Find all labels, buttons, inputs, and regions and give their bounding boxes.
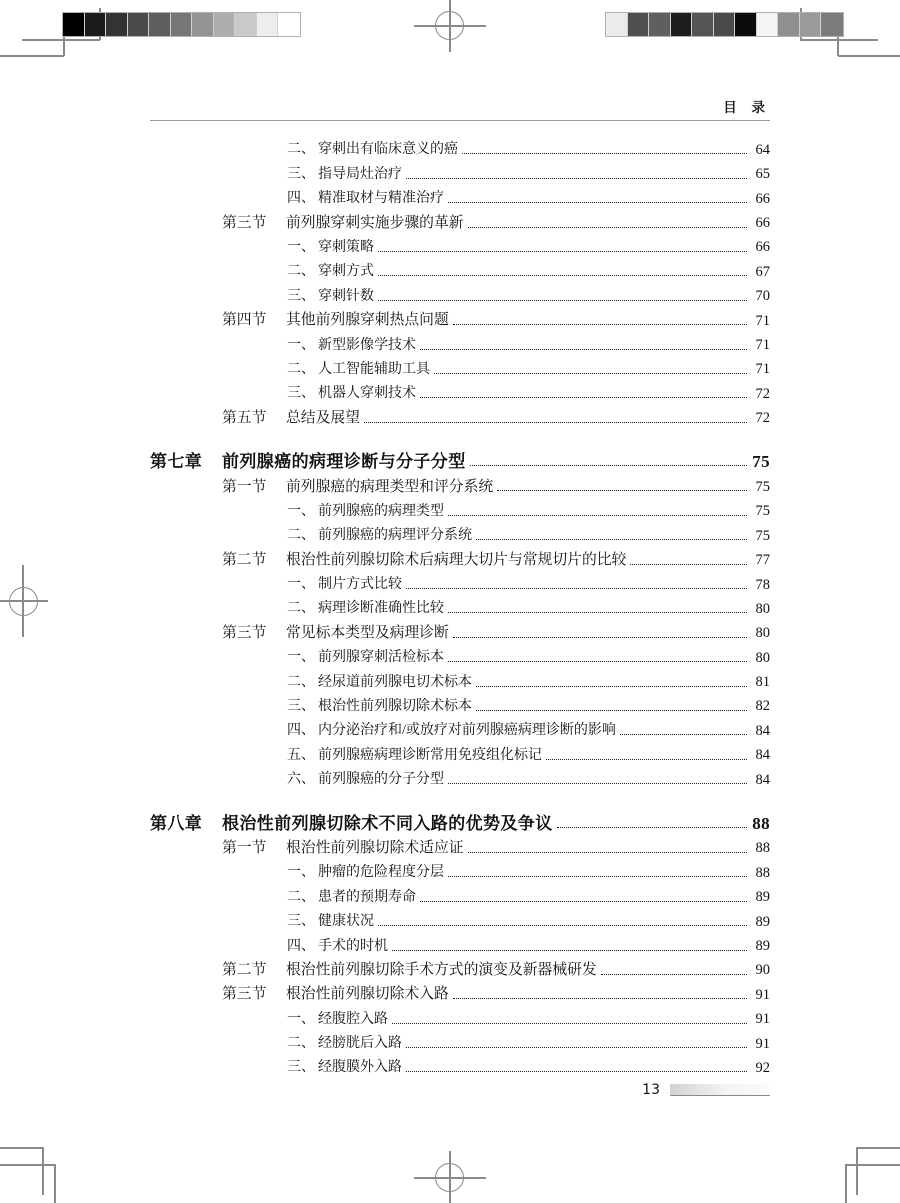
toc-entry-number: 三、 xyxy=(287,914,315,930)
toc-row-item[interactable] xyxy=(150,645,770,669)
toc-row-item[interactable] xyxy=(150,596,770,620)
toc-leader-dots xyxy=(364,422,747,423)
toc-entry-number: 一、 xyxy=(287,1011,315,1027)
toc-entry-label xyxy=(287,866,444,884)
toc-row-section[interactable] xyxy=(150,547,770,571)
wedge-patch-0 xyxy=(606,13,628,36)
toc-row-item[interactable] xyxy=(150,669,770,693)
toc-leader-dots xyxy=(453,998,747,999)
toc-entry-page-number: 75 xyxy=(755,503,770,520)
toc-entry-number: 第八章 xyxy=(150,813,203,833)
toc-entry-page-number: 75 xyxy=(755,478,770,495)
toc-leader-dots xyxy=(546,759,747,760)
header-rule xyxy=(150,120,770,121)
crop-mark-bottom-right-vertical xyxy=(856,1147,858,1195)
wedge-patch-4 xyxy=(692,13,714,36)
toc-entry-title: 经腹腔入路 xyxy=(318,1011,388,1027)
toc-entry-title: 肿瘤的危险程度分层 xyxy=(318,865,444,881)
toc-entry-title: 根治性前列腺切除术入路 xyxy=(286,986,449,1003)
toc-row-item[interactable] xyxy=(150,186,770,210)
toc-leader-dots xyxy=(453,637,747,638)
toc-entry-label xyxy=(287,915,374,933)
toc-leader-dots xyxy=(392,1023,747,1024)
wedge-patch-8 xyxy=(235,13,257,36)
toc-row-item[interactable] xyxy=(150,283,770,307)
toc-entry-number: 四、 xyxy=(287,723,315,739)
toc-entry-number: 二、 xyxy=(287,601,315,617)
toc-entry-title: 前列腺癌病理诊断常用免疫组化标记 xyxy=(318,747,542,763)
toc-entry-page-number: 88 xyxy=(755,864,770,881)
wedge-patch-6 xyxy=(192,13,214,36)
toc-row-section[interactable] xyxy=(150,405,770,429)
toc-entry-number: 第四节 xyxy=(222,312,267,329)
registration-mark-bottom-center xyxy=(414,1151,486,1203)
page-footer xyxy=(150,1082,770,1098)
registration-mark-top-center xyxy=(414,0,486,52)
toc-leader-dots xyxy=(448,661,747,662)
toc-entry-page-number: 82 xyxy=(755,698,770,715)
toc-entry-label xyxy=(287,1013,388,1031)
toc-entry-number: 一、 xyxy=(287,577,315,593)
toc-entry-title: 手术的时机 xyxy=(318,938,388,954)
toc-leader-dots xyxy=(420,901,747,902)
toc-entry-title: 前列腺癌的病理诊断与分子分型 xyxy=(222,452,466,472)
table-of-contents xyxy=(150,137,770,1079)
toc-entry-title: 病理诊断准确性比较 xyxy=(318,601,444,617)
wedge-patch-9 xyxy=(800,13,822,36)
toc-entry-page-number: 80 xyxy=(755,649,770,666)
toc-entry-title: 前列腺癌的病理类型 xyxy=(318,503,444,519)
registration-mark-left-center xyxy=(0,565,48,637)
crop-mark-bottom-right-inner-vertical xyxy=(845,1164,847,1203)
toc-leader-dots xyxy=(476,539,747,540)
toc-row-item[interactable] xyxy=(150,884,770,908)
toc-entry-title: 前列腺癌的分子分型 xyxy=(318,772,444,788)
toc-entry-page-number: 71 xyxy=(755,337,770,354)
crop-mark-top-right-horizontal xyxy=(838,55,900,57)
toc-entry-number: 四、 xyxy=(287,938,315,954)
toc-entry-label xyxy=(287,940,388,958)
toc-entry-title: 穿刺策略 xyxy=(318,239,374,255)
wedge-patch-8 xyxy=(778,13,800,36)
toc-entry-title: 前列腺穿刺实施步骤的革新 xyxy=(286,214,464,231)
toc-entry-number: 一、 xyxy=(287,503,315,519)
toc-leader-dots xyxy=(448,783,747,784)
crop-mark-bottom-left-inner-vertical xyxy=(54,1164,56,1203)
toc-entry-label xyxy=(222,553,626,572)
toc-entry-title: 经膀胱后入路 xyxy=(318,1036,402,1052)
toc-entry-title: 穿刺针数 xyxy=(318,288,374,304)
toc-row-item[interactable] xyxy=(150,1031,770,1055)
crop-mark-bottom-left-inner-horizontal xyxy=(0,1164,55,1166)
wedge-patch-10 xyxy=(278,13,300,36)
wedge-patch-0 xyxy=(63,13,85,36)
toc-entry-page-number: 65 xyxy=(755,166,770,183)
toc-leader-dots xyxy=(406,1047,747,1048)
toc-entry-label xyxy=(222,626,449,645)
toc-entry-number: 三、 xyxy=(287,698,315,714)
toc-entry-title: 机器人穿刺技术 xyxy=(318,386,416,402)
toc-entry-label xyxy=(222,963,597,982)
toc-entry-number: 第七章 xyxy=(150,452,203,472)
toc-row-item[interactable] xyxy=(150,718,770,742)
toc-entry-label xyxy=(150,815,553,836)
toc-entry-number: 第五节 xyxy=(222,409,267,426)
toc-entry-number: 二、 xyxy=(287,264,315,280)
toc-leader-dots xyxy=(476,710,747,711)
toc-entry-number: 二、 xyxy=(287,142,315,158)
toc-entry-page-number: 91 xyxy=(755,1011,770,1028)
toc-entry-number: 五、 xyxy=(287,747,315,763)
toc-entry-page-number: 66 xyxy=(755,215,770,232)
crop-mark-bottom-right-inner-horizontal xyxy=(845,1164,900,1166)
toc-entry-label xyxy=(287,578,402,596)
toc-entry-number: 一、 xyxy=(287,865,315,881)
toc-row-item[interactable] xyxy=(150,357,770,381)
crop-mark-top-right-inner-horizontal xyxy=(800,39,878,41)
toc-leader-dots xyxy=(462,153,747,154)
toc-entry-page-number: 81 xyxy=(755,674,770,691)
toc-entry-page-number: 78 xyxy=(755,576,770,593)
toc-entry-label xyxy=(222,411,360,430)
toc-leader-dots xyxy=(497,490,747,491)
toc-row-section[interactable] xyxy=(150,308,770,332)
toc-entry-title: 前列腺癌的病理类型和评分系统 xyxy=(286,478,494,495)
crop-mark-bottom-left-horizontal xyxy=(0,1147,43,1149)
page-content xyxy=(150,96,770,1079)
toc-leader-dots xyxy=(392,950,747,951)
wedge-patch-7 xyxy=(757,13,779,36)
wedge-patch-3 xyxy=(671,13,693,36)
toc-leader-dots xyxy=(420,349,747,350)
toc-entry-number: 四、 xyxy=(287,191,315,207)
toc-leader-dots xyxy=(378,925,747,926)
toc-row-item[interactable] xyxy=(150,498,770,522)
toc-row-section[interactable] xyxy=(150,958,770,982)
toc-leader-dots xyxy=(630,564,747,565)
toc-entry-page-number: 84 xyxy=(755,771,770,788)
toc-entry-label xyxy=(287,749,542,767)
toc-entry-label xyxy=(287,891,416,909)
toc-row-item[interactable] xyxy=(150,381,770,405)
toc-entry-title: 根治性前列腺切除手术方式的演变及新器械研发 xyxy=(286,962,597,979)
toc-leader-dots xyxy=(406,178,747,179)
toc-entry-label xyxy=(287,676,472,694)
toc-leader-dots xyxy=(557,827,747,828)
toc-leader-dots xyxy=(620,734,747,735)
toc-entry-title: 根治性前列腺切除术后病理大切片与常规切片的比较 xyxy=(286,551,627,568)
toc-entry-page-number: 72 xyxy=(755,385,770,402)
toc-row-item[interactable] xyxy=(150,523,770,547)
wedge-patch-6 xyxy=(735,13,757,36)
toc-row-section[interactable] xyxy=(150,836,770,860)
toc-entry-page-number: 91 xyxy=(755,986,770,1003)
toc-row-item[interactable] xyxy=(150,161,770,185)
toc-leader-dots xyxy=(406,1071,747,1072)
toc-entry-label xyxy=(287,168,402,186)
toc-entry-label xyxy=(222,987,449,1006)
toc-entry-number: 六、 xyxy=(287,772,315,788)
toc-entry-number: 第二节 xyxy=(222,962,267,979)
wedge-patch-2 xyxy=(106,13,128,36)
toc-entry-title: 制片方式比较 xyxy=(318,577,402,593)
toc-entry-title: 前列腺癌的病理评分系统 xyxy=(318,528,472,544)
toc-row-item[interactable] xyxy=(150,742,770,766)
toc-entry-label xyxy=(287,265,374,283)
toc-entry-label xyxy=(287,529,472,547)
toc-leader-dots xyxy=(476,686,747,687)
toc-leader-dots xyxy=(406,588,747,589)
toc-entry-label xyxy=(287,700,472,718)
toc-entry-label xyxy=(287,143,458,161)
crop-mark-bottom-left-vertical xyxy=(42,1147,44,1195)
toc-entry-title: 根治性前列腺切除术不同入路的优势及争议 xyxy=(222,813,553,833)
toc-entry-label xyxy=(287,192,444,210)
toc-leader-dots xyxy=(420,397,747,398)
toc-entry-title: 内分泌治疗和/或放疗对前列腺癌病理诊断的影响 xyxy=(318,723,616,739)
toc-row-item[interactable] xyxy=(150,259,770,283)
toc-leader-dots xyxy=(448,612,747,613)
wedge-patch-5 xyxy=(714,13,736,36)
toc-row-item[interactable] xyxy=(150,1055,770,1079)
wedge-patch-2 xyxy=(649,13,671,36)
wedge-patch-5 xyxy=(171,13,193,36)
grayscale-scramble-wedge-right xyxy=(605,12,844,37)
toc-entry-title: 患者的预期寿命 xyxy=(318,889,416,905)
running-head: 目 录 xyxy=(723,100,770,116)
toc-entry-page-number: 80 xyxy=(755,625,770,642)
toc-entry-number: 第三节 xyxy=(222,625,267,642)
toc-entry-page-number: 91 xyxy=(755,1035,770,1052)
toc-entry-label xyxy=(287,505,444,523)
toc-leader-dots xyxy=(378,251,747,252)
toc-entry-page-number: 80 xyxy=(755,600,770,617)
wedge-patch-3 xyxy=(128,13,150,36)
toc-row-item[interactable] xyxy=(150,1006,770,1030)
toc-leader-dots xyxy=(378,300,747,301)
footer-gradient-bar xyxy=(670,1084,770,1096)
toc-row-item[interactable] xyxy=(150,933,770,957)
toc-entry-label xyxy=(150,453,466,474)
toc-entry-number: 一、 xyxy=(287,337,315,353)
toc-leader-dots xyxy=(378,275,747,276)
toc-entry-title: 总结及展望 xyxy=(286,409,360,426)
toc-leader-dots xyxy=(448,202,747,203)
toc-entry-number: 二、 xyxy=(287,674,315,690)
toc-leader-dots xyxy=(601,974,747,975)
page-number: 13 xyxy=(642,1082,660,1098)
toc-entry-number: 二、 xyxy=(287,361,315,377)
toc-entry-title: 常见标本类型及病理诊断 xyxy=(286,625,449,642)
toc-entry-label xyxy=(287,773,444,791)
toc-entry-label xyxy=(287,1037,402,1055)
toc-entry-title: 其他前列腺穿刺热点问题 xyxy=(286,312,449,329)
toc-row-item[interactable] xyxy=(150,694,770,718)
toc-entry-page-number: 71 xyxy=(755,312,770,329)
toc-entry-page-number: 72 xyxy=(755,410,770,427)
toc-entry-page-number: 84 xyxy=(755,747,770,764)
toc-entry-number: 第二节 xyxy=(222,551,267,568)
toc-row-item[interactable] xyxy=(150,332,770,356)
toc-entry-page-number: 89 xyxy=(755,913,770,930)
toc-entry-page-number: 84 xyxy=(755,722,770,739)
toc-entry-page-number: 90 xyxy=(755,962,770,979)
toc-entry-label xyxy=(287,339,416,357)
toc-entry-label xyxy=(287,363,430,381)
toc-entry-number: 二、 xyxy=(287,889,315,905)
toc-entry-label xyxy=(287,651,444,669)
toc-leader-dots xyxy=(468,852,747,853)
crop-mark-top-left-horizontal xyxy=(22,39,100,41)
toc-entry-title: 根治性前列腺切除术适应证 xyxy=(286,840,464,857)
toc-entry-page-number: 75 xyxy=(755,527,770,544)
toc-entry-page-number: 88 xyxy=(755,840,770,857)
toc-row-section[interactable] xyxy=(150,620,770,644)
toc-entry-label xyxy=(222,216,464,235)
toc-entry-number: 三、 xyxy=(287,166,315,182)
toc-entry-number: 三、 xyxy=(287,288,315,304)
toc-entry-label xyxy=(287,602,444,620)
wedge-patch-7 xyxy=(214,13,236,36)
toc-entry-label xyxy=(287,241,374,259)
toc-leader-dots xyxy=(448,876,747,877)
toc-leader-dots xyxy=(468,227,747,228)
toc-entry-title: 精准取材与精准治疗 xyxy=(318,191,444,207)
toc-entry-number: 第三节 xyxy=(222,214,267,231)
toc-entry-title: 健康状况 xyxy=(318,914,374,930)
grayscale-step-wedge-left xyxy=(62,12,301,37)
toc-row-chapter[interactable] xyxy=(150,450,770,474)
toc-entry-number: 三、 xyxy=(287,386,315,402)
toc-row-item[interactable] xyxy=(150,137,770,161)
wedge-patch-1 xyxy=(628,13,650,36)
toc-entry-title: 前列腺穿刺活检标本 xyxy=(318,650,444,666)
wedge-patch-10 xyxy=(821,13,843,36)
toc-entry-page-number: 89 xyxy=(755,889,770,906)
toc-entry-number: 一、 xyxy=(287,239,315,255)
toc-row-item[interactable] xyxy=(150,767,770,791)
toc-row-chapter[interactable] xyxy=(150,811,770,835)
toc-entry-number: 二、 xyxy=(287,528,315,544)
toc-entry-page-number: 88 xyxy=(752,813,770,833)
toc-entry-title: 人工智能辅助工具 xyxy=(318,361,430,377)
toc-entry-page-number: 66 xyxy=(755,190,770,207)
toc-entry-title: 指导局灶治疗 xyxy=(318,166,402,182)
toc-entry-page-number: 92 xyxy=(755,1059,770,1076)
toc-entry-title: 穿刺出有临床意义的癌 xyxy=(318,142,458,158)
toc-entry-label xyxy=(287,290,374,308)
toc-entry-title: 经尿道前列腺电切术标本 xyxy=(318,674,472,690)
toc-entry-page-number: 71 xyxy=(755,361,770,378)
toc-entry-label xyxy=(222,313,449,332)
toc-entry-page-number: 64 xyxy=(755,141,770,158)
crop-mark-top-left-inner-horizontal xyxy=(0,55,64,57)
toc-row-item[interactable] xyxy=(150,909,770,933)
toc-entry-label xyxy=(287,724,616,742)
toc-entry-title: 根治性前列腺切除术标本 xyxy=(318,698,472,714)
crop-mark-bottom-right-horizontal xyxy=(857,1147,900,1149)
toc-leader-dots xyxy=(453,324,747,325)
toc-leader-dots xyxy=(434,373,747,374)
toc-row-section[interactable] xyxy=(150,210,770,234)
toc-entry-number: 第一节 xyxy=(222,478,267,495)
wedge-patch-1 xyxy=(85,13,107,36)
toc-entry-page-number: 89 xyxy=(755,938,770,954)
toc-leader-dots xyxy=(470,465,747,466)
toc-entry-label xyxy=(222,480,493,499)
toc-entry-page-number: 77 xyxy=(755,552,770,569)
toc-entry-page-number: 75 xyxy=(752,452,770,472)
toc-entry-label xyxy=(222,841,464,860)
toc-entry-page-number: 70 xyxy=(755,288,770,305)
toc-entry-number: 二、 xyxy=(287,1036,315,1052)
toc-row-section[interactable] xyxy=(150,474,770,498)
toc-entry-title: 经腹膜外入路 xyxy=(318,1060,402,1076)
toc-entry-title: 穿刺方式 xyxy=(318,264,374,280)
toc-leader-dots xyxy=(448,515,747,516)
toc-entry-label xyxy=(287,387,416,405)
toc-entry-number: 三、 xyxy=(287,1060,315,1076)
toc-entry-label xyxy=(287,1061,402,1079)
toc-entry-number: 一、 xyxy=(287,650,315,666)
toc-entry-page-number: 66 xyxy=(755,239,770,256)
toc-row-item[interactable] xyxy=(150,572,770,596)
toc-entry-number: 第一节 xyxy=(222,840,267,857)
toc-row-section[interactable] xyxy=(150,982,770,1006)
toc-row-item[interactable] xyxy=(150,235,770,259)
wedge-patch-4 xyxy=(149,13,171,36)
toc-entry-title: 新型影像学技术 xyxy=(318,337,416,353)
toc-entry-page-number: 67 xyxy=(755,263,770,280)
toc-row-item[interactable] xyxy=(150,860,770,884)
wedge-patch-9 xyxy=(257,13,279,36)
toc-entry-number: 第三节 xyxy=(222,986,267,1003)
